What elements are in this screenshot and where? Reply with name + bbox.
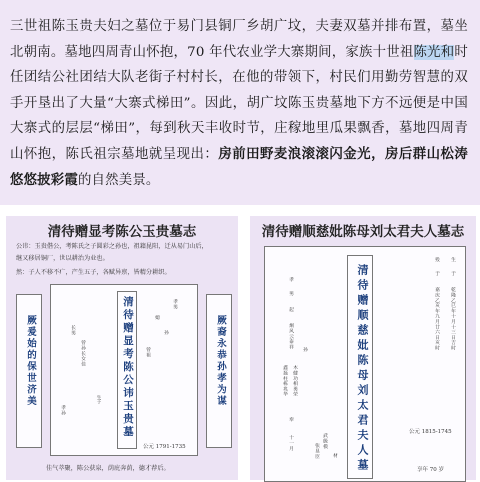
right-col-b-5: 十一月 bbox=[288, 435, 293, 451]
intro-line2: 时任团结公社团结大队老街子村村长，在他的带领下，村民们用勤劳智慧的双手开垦出了大量“大寨式梯田”。因此，胡广坟陈玉贵墓地下方不远便是中国大寨式的层层“梯田”，每到秋天丰收时节，庄稼地里瓜果飘香，墓地四周青山怀抱，陈氏祖宗墓地就呈现出： bbox=[10, 44, 468, 162]
left-title-box bbox=[117, 291, 137, 449]
left-meta-col-2: 孙 bbox=[163, 330, 168, 336]
intro-paragraph bbox=[10, 14, 468, 193]
right-col-d-1: 殁 bbox=[434, 257, 439, 263]
right-main-stone bbox=[264, 246, 466, 482]
highlight-name: 陈光和 bbox=[413, 44, 455, 60]
section-divider bbox=[0, 205, 480, 216]
left-meta-col-3: 媳 bbox=[154, 315, 159, 321]
right-title-column: 清待赠顺慈妣陈母刘太君夫人墓 bbox=[356, 264, 369, 474]
intro-text-block bbox=[0, 0, 480, 205]
left-meta-col-5: 长男 bbox=[70, 325, 75, 336]
left-dates: 公元 1791-1735 bbox=[143, 444, 186, 450]
left-intro-line3: 然：子人不移不疒，产生五子，各赋异禀，皆精分耕织。 bbox=[16, 269, 171, 276]
left-meta-col-4: 曾祖 bbox=[145, 347, 150, 358]
left-title-column: 清待赠显考陈公讳玉贵墓 bbox=[122, 296, 134, 439]
right-col-b-1: 孙 bbox=[302, 347, 307, 353]
intro-line1: 三世祖陈玉贵夫妇之墓位于易门县铜厂乡胡广坟，夫妻双墓并排布置，墓坐北朝南。墓地四周青山怀抱，70 年代农业学大寨期间，家族十世祖 bbox=[10, 19, 468, 60]
right-epitaph-panel bbox=[250, 216, 476, 480]
right-title-box bbox=[347, 255, 373, 479]
left-meta-col-6: 曾孙长女佳 bbox=[80, 340, 85, 367]
left-epitaph-panel bbox=[6, 216, 238, 480]
left-intro-line2: 继又移居铜厂，世以耕治为业也。 bbox=[16, 255, 109, 262]
left-outer-column-right bbox=[206, 294, 232, 448]
right-dates: 公元 1815-1745 bbox=[409, 429, 452, 435]
left-intro-line1: 公讳：玉贵偕公，考陈氏之子圆彩之孙也，祖籍昆阳，迁从易门山后， bbox=[16, 243, 208, 250]
right-col-c-3: 材 bbox=[332, 453, 337, 459]
right-col-a-3: 起 bbox=[288, 307, 293, 313]
right-col-d-3: 嘉庆乙亥年九月廿六日亥时 bbox=[434, 287, 439, 351]
right-col-b-3: 鑫磊柱栋兆华 bbox=[282, 365, 287, 397]
left-panel-title: 清待赠显考陈公玉贵墓志 bbox=[47, 224, 197, 240]
right-col-b-2: 木健功相勇荣 bbox=[292, 365, 297, 397]
intro-bold-phrase: 房前田野麦浪滚滚闪金光，房后群山松涛悠悠披彩霞 bbox=[10, 145, 468, 188]
left-meta-col-7: 孝孙 bbox=[60, 405, 65, 416]
right-col-e-3: 乾隆乙巳年十月十三日吉时 bbox=[450, 287, 455, 351]
intro-tail: 的自然美景。 bbox=[77, 172, 160, 188]
left-meta-col-1: 孝男 bbox=[172, 299, 177, 310]
right-col-c-1: 武级模 bbox=[322, 433, 327, 449]
right-col-e-2: 于 bbox=[450, 271, 455, 277]
left-outer-column-right-text: 厥裔永恭孙孝为谋 bbox=[215, 315, 226, 407]
left-outer-column bbox=[16, 294, 42, 448]
right-col-d-2: 于 bbox=[434, 271, 439, 277]
right-panel-title: 清待赠顺慈妣陈母刘太君夫人墓志 bbox=[261, 224, 465, 240]
left-born-label: 生于 bbox=[96, 395, 101, 405]
left-outer-column-text: 厥爰始的保世济美 bbox=[25, 315, 36, 407]
right-col-e-1: 生 bbox=[450, 257, 455, 263]
right-col-c-2: 张显臣 bbox=[314, 443, 319, 459]
left-footer: 佳气萃聚，陈公获泉，荫庇奔荫，德才荐后。 bbox=[46, 465, 170, 472]
right-col-b-4: 奉 bbox=[288, 417, 293, 423]
right-col-a-2: 男 bbox=[288, 291, 293, 297]
left-main-stone bbox=[50, 284, 198, 456]
right-col-a-1: 孝 bbox=[288, 277, 293, 283]
right-age: 享年 70 岁 bbox=[417, 467, 444, 473]
right-col-a-4: 炯风云泰祥 bbox=[288, 323, 293, 350]
